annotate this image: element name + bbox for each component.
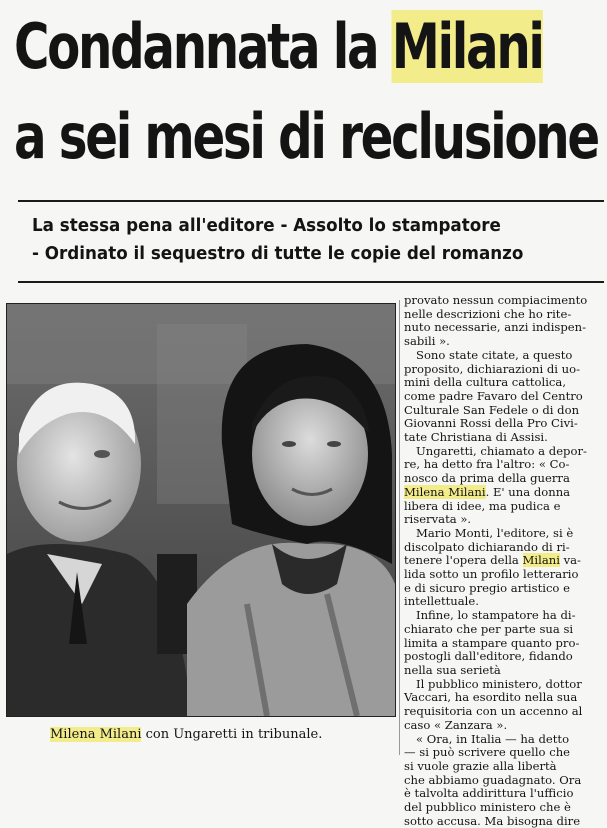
article-line: Mario Monti, l'editore, si è [416,525,574,540]
article-line: si vuole grazie alla libertà [404,758,557,773]
article-line: Vaccari, ha esordito nella sua [404,690,578,705]
headline-line-1: Condannata la Milani [14,10,543,83]
headline [14,2,598,182]
article-line: riservata ». [404,512,472,527]
article-line: Sono state citate, a questo [416,347,573,362]
article-line: « Ora, in Italia — ha detto [416,731,570,746]
subheadline-line-2: - Ordinato il sequestro di tutte le copie del romanzo [32,243,524,264]
article-line: e di sicuro pregio artistico e [404,580,570,595]
photo-caption [50,727,322,742]
news-photo [6,303,396,717]
subheadline-line-1: La stessa pena all'editore - Assolto lo stampatore [32,215,501,236]
highlighted-name: Milani [522,553,560,568]
article-line [404,486,604,500]
article-line: requisitoria con un accenno al [404,704,583,719]
bottom-rule [18,281,604,283]
article-line: limita a stampare quanto pro- [404,635,580,650]
article-line: che abbiamo guadagnato. Ora [404,772,582,787]
article-line: mini della cultura cattolica, [404,375,567,390]
article-line: caso « Zanzara ». [404,717,508,732]
article-line: sotto accusa. Ma bisogna dire [404,813,581,828]
photo-illustration [7,304,395,716]
article-line: Culturale San Fedele o di don [404,402,580,417]
article-line: nella sua serietà [404,662,501,677]
article-line: libera di idee, ma pudica e [404,498,561,513]
article-line: nelle descrizioni che ho rite- [404,306,572,321]
column-divider [399,300,400,755]
article-line: Il pubblico ministero, dottor [416,676,582,691]
article-line: sabili ». [404,334,450,349]
highlighted-name: Milani [391,10,543,83]
article-line [404,554,604,568]
article-line: provato nessun compiacimento [404,293,588,307]
article-column [404,294,604,828]
article-line: — si può scrivere quello che [404,745,571,760]
article-line-text: . E' una donna [485,484,571,499]
top-rule [18,200,604,202]
article-line: Ungaretti, chiamato a depor- [416,443,587,458]
article-line: del pubblico ministero che è [404,800,571,815]
caption-name: Milena Milani [50,727,142,742]
article-line: Giovanni Rossi della Pro Civi- [404,416,578,431]
article-line: lida sotto un profilo letterario [404,567,579,582]
article-line: proposito, dichiarazioni di uo- [404,361,581,376]
article-line: intellettuale. [404,594,479,609]
article-line: nosco da prima della guerra [404,471,570,486]
article-line: re, ha detto fra l'altro: « Co- [404,457,570,472]
highlighted-name: Milena Milani [404,484,486,499]
article-line-text: va- [559,553,581,568]
article-line: tate Christiana di Assisi. [404,430,548,445]
article-line: come padre Favaro del Centro [404,388,583,403]
article-line: è talvolta addirittura l'ufficio [404,786,574,801]
article-line: Infine, lo stampatore ha di- [416,608,576,623]
article-line: chiarato che per parte sua si [404,621,574,636]
caption-text: con Ungaretti in tribunale. [141,727,323,742]
article-line: nuto necessarie, anzi indispen- [404,320,587,335]
subheadline [32,212,562,268]
article-line: postogli dall'editore, fidando [404,649,573,664]
headline-line-2: a sei mesi di reclusione [14,100,598,173]
article-line: discolpato dichiarando di ri- [404,539,570,554]
article-line-text: tenere l'opera della [404,553,523,568]
